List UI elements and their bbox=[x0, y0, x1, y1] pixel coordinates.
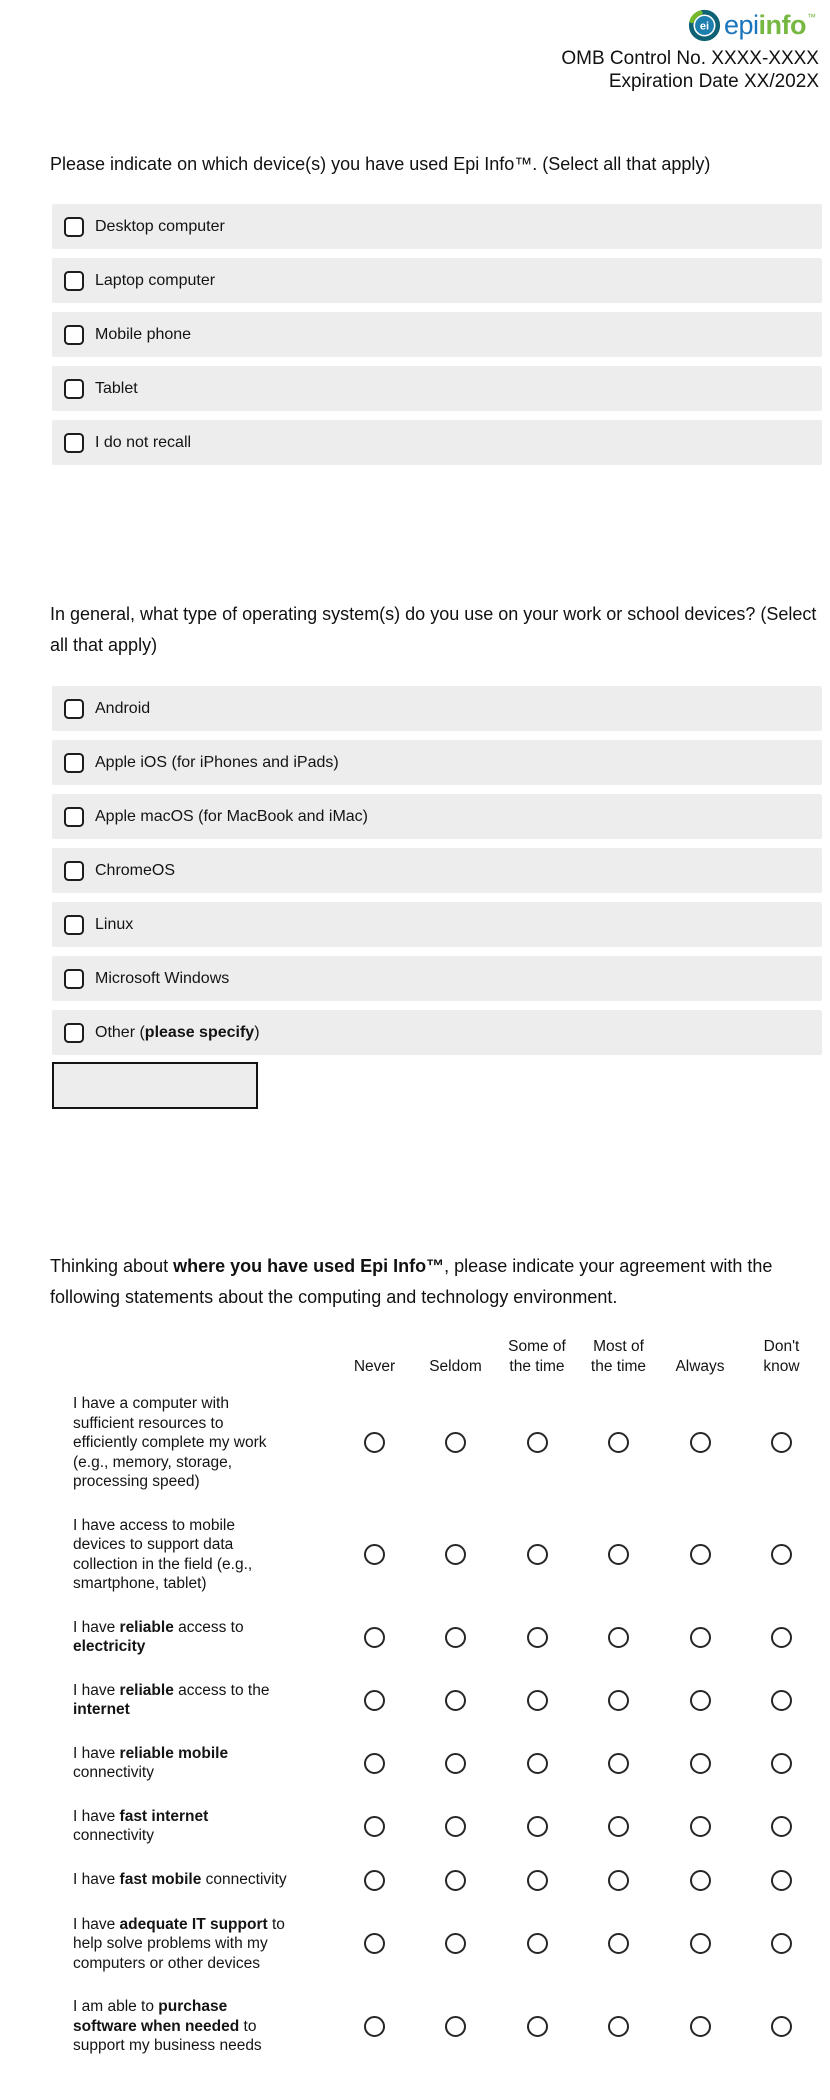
matrix-cell bbox=[334, 1985, 415, 2068]
matrix-row-1 bbox=[50, 1382, 822, 1504]
checkbox-microsoft-windows[interactable] bbox=[64, 969, 84, 989]
option-row-apple-macos-for-macbook-and-imac[interactable] bbox=[52, 794, 822, 839]
matrix-row-3 bbox=[50, 1606, 822, 1669]
agreement-matrix bbox=[50, 1337, 822, 2068]
matrix-cell bbox=[415, 1382, 496, 1504]
matrix-cell bbox=[496, 1606, 578, 1669]
matrix-cell bbox=[741, 1985, 822, 2068]
matrix-cell bbox=[741, 1669, 822, 1732]
radio-some-of-the-time-row5[interactable] bbox=[527, 1753, 548, 1774]
radio-always-row9[interactable] bbox=[690, 2016, 711, 2037]
radio-always-row6[interactable] bbox=[690, 1816, 711, 1837]
logo-ei-text: ei bbox=[699, 20, 710, 33]
statement-i-have-reliable-access-to-the-internet: I have reliable access to the internet bbox=[73, 1681, 270, 1718]
matrix-cell bbox=[659, 1606, 741, 1669]
other-specify-input[interactable] bbox=[52, 1062, 258, 1109]
option-label-apple-ios-for-iphones-and-ipads[interactable]: Apple iOS (for iPhones and iPads) bbox=[95, 753, 339, 771]
radio-some-of-the-time-row4[interactable] bbox=[527, 1690, 548, 1711]
column-header-some-of-the-time: Some of the time bbox=[508, 1338, 566, 1375]
option-row-desktop-computer[interactable] bbox=[52, 204, 822, 249]
option-row-i-do-not-recall[interactable] bbox=[52, 420, 822, 465]
radio-most-of-the-time-row2[interactable] bbox=[608, 1544, 629, 1565]
radio-most-of-the-time-row6[interactable] bbox=[608, 1816, 629, 1837]
column-header-seldom: Seldom bbox=[429, 1357, 482, 1375]
radio-seldom-row3[interactable] bbox=[445, 1627, 466, 1648]
matrix-cell bbox=[741, 1732, 822, 1795]
matrix-cell bbox=[578, 1606, 659, 1669]
matrix-cell bbox=[334, 1732, 415, 1795]
radio-seldom-row6[interactable] bbox=[445, 1816, 466, 1837]
logo-trademark: ™ bbox=[807, 11, 816, 22]
radio-always-row3[interactable] bbox=[690, 1627, 711, 1648]
matrix-cell bbox=[659, 1382, 741, 1504]
matrix-cell bbox=[659, 1732, 741, 1795]
matrix-cell bbox=[334, 1903, 415, 1986]
epi-info-logo-icon bbox=[688, 9, 721, 42]
option-label-microsoft-windows[interactable]: Microsoft Windows bbox=[95, 969, 230, 987]
radio-most-of-the-time-row3[interactable] bbox=[608, 1627, 629, 1648]
matrix-cell bbox=[415, 1732, 496, 1795]
matrix-cell bbox=[334, 1382, 415, 1504]
epi-info-logo bbox=[688, 9, 816, 42]
radio-seldom-row5[interactable] bbox=[445, 1753, 466, 1774]
radio-don-t-know-row1[interactable] bbox=[771, 1432, 792, 1453]
option-row-mobile-phone[interactable] bbox=[52, 312, 822, 357]
checkbox-i-do-not-recall[interactable] bbox=[64, 433, 84, 453]
checkbox-desktop-computer[interactable] bbox=[64, 217, 84, 237]
matrix-cell bbox=[741, 1795, 822, 1858]
radio-always-row7[interactable] bbox=[690, 1870, 711, 1891]
option-label-other-please-specify[interactable]: Other (please specify) bbox=[95, 1023, 260, 1041]
radio-some-of-the-time-row9[interactable] bbox=[527, 2016, 548, 2037]
matrix-cell bbox=[415, 1795, 496, 1858]
radio-never-row8[interactable] bbox=[364, 1933, 385, 1954]
option-row-chromeos[interactable] bbox=[52, 848, 822, 893]
matrix-cell bbox=[415, 1669, 496, 1732]
matrix-cell bbox=[496, 1903, 578, 1986]
radio-most-of-the-time-row9[interactable] bbox=[608, 2016, 629, 2037]
checkbox-apple-ios-for-iphones-and-ipads[interactable] bbox=[64, 753, 84, 773]
checkbox-apple-macos-for-macbook-and-imac[interactable] bbox=[64, 807, 84, 827]
matrix-row-9 bbox=[50, 1985, 822, 2068]
column-header-always: Always bbox=[675, 1357, 725, 1375]
option-label-chromeos[interactable]: ChromeOS bbox=[95, 861, 176, 879]
option-label-tablet[interactable]: Tablet bbox=[95, 379, 138, 397]
matrix-cell bbox=[659, 1795, 741, 1858]
logo-wordmark: epiinfo bbox=[723, 10, 806, 40]
radio-never-row4[interactable] bbox=[364, 1690, 385, 1711]
checkbox-android[interactable] bbox=[64, 699, 84, 719]
matrix-cell bbox=[578, 1382, 659, 1504]
matrix-cell bbox=[415, 1903, 496, 1986]
matrix-cell bbox=[741, 1504, 822, 1606]
matrix-cell bbox=[659, 1903, 741, 1986]
radio-seldom-row8[interactable] bbox=[445, 1933, 466, 1954]
matrix-cell bbox=[659, 1858, 741, 1903]
option-row-apple-ios-for-iphones-and-ipads[interactable] bbox=[52, 740, 822, 785]
omb-expiration-date: Expiration Date XX/202X bbox=[608, 71, 819, 92]
option-label-laptop-computer[interactable]: Laptop computer bbox=[95, 271, 216, 289]
radio-never-row5[interactable] bbox=[364, 1753, 385, 1774]
matrix-cell bbox=[496, 1985, 578, 2068]
radio-never-row7[interactable] bbox=[364, 1870, 385, 1891]
matrix-cell bbox=[496, 1382, 578, 1504]
matrix-row-8 bbox=[50, 1903, 822, 1986]
radio-don-t-know-row2[interactable] bbox=[771, 1544, 792, 1565]
matrix-row-7 bbox=[50, 1858, 822, 1903]
radio-don-t-know-row5[interactable] bbox=[771, 1753, 792, 1774]
option-label-i-do-not-recall[interactable]: I do not recall bbox=[95, 433, 192, 451]
matrix-cell bbox=[415, 1606, 496, 1669]
statement-i-have-fast-mobile-connectivity: I have fast mobile connectivity bbox=[73, 1871, 287, 1889]
matrix-cell bbox=[334, 1606, 415, 1669]
matrix-cell bbox=[578, 1903, 659, 1986]
option-row-tablet[interactable] bbox=[52, 366, 822, 411]
radio-always-row4[interactable] bbox=[690, 1690, 711, 1711]
checkbox-other-please-specify[interactable] bbox=[64, 1023, 84, 1043]
omb-control-text bbox=[561, 47, 819, 93]
radio-always-row5[interactable] bbox=[690, 1753, 711, 1774]
question-1-options bbox=[52, 204, 822, 474]
radio-never-row9[interactable] bbox=[364, 2016, 385, 2037]
radio-some-of-the-time-row6[interactable] bbox=[527, 1816, 548, 1837]
option-row-other-please-specify[interactable] bbox=[52, 1010, 822, 1055]
matrix-cell bbox=[496, 1858, 578, 1903]
question-2-options bbox=[52, 686, 822, 1064]
radio-some-of-the-time-row8[interactable] bbox=[527, 1933, 548, 1954]
matrix-cell bbox=[578, 1669, 659, 1732]
matrix-row-4 bbox=[50, 1669, 822, 1732]
matrix-cell bbox=[578, 1732, 659, 1795]
radio-some-of-the-time-row2[interactable] bbox=[527, 1544, 548, 1565]
radio-never-row1[interactable] bbox=[364, 1432, 385, 1453]
matrix-cell bbox=[578, 1504, 659, 1606]
matrix-cell bbox=[334, 1504, 415, 1606]
radio-don-t-know-row4[interactable] bbox=[771, 1690, 792, 1711]
option-row-android[interactable] bbox=[52, 686, 822, 731]
radio-always-row1[interactable] bbox=[690, 1432, 711, 1453]
radio-most-of-the-time-row4[interactable] bbox=[608, 1690, 629, 1711]
checkbox-laptop-computer[interactable] bbox=[64, 271, 84, 291]
matrix-cell bbox=[578, 1858, 659, 1903]
radio-most-of-the-time-row1[interactable] bbox=[608, 1432, 629, 1453]
radio-some-of-the-time-row1[interactable] bbox=[527, 1432, 548, 1453]
matrix-cell bbox=[496, 1732, 578, 1795]
matrix-cell bbox=[741, 1382, 822, 1504]
statement-i-have-reliable-access-to-electricity: I have reliable access to electricity bbox=[73, 1618, 244, 1655]
option-label-desktop-computer[interactable]: Desktop computer bbox=[95, 217, 225, 235]
radio-seldom-row1[interactable] bbox=[445, 1432, 466, 1453]
question-1-text: Please indicate on which device(s) you have used Epi Info™. (Select all that apply) bbox=[50, 154, 711, 174]
statement-i-have-fast-internet-connectivity: I have fast internet connectivity bbox=[73, 1807, 209, 1844]
radio-always-row2[interactable] bbox=[690, 1544, 711, 1565]
option-label-linux[interactable]: Linux bbox=[95, 915, 134, 933]
radio-don-t-know-row9[interactable] bbox=[771, 2016, 792, 2037]
matrix-cell bbox=[578, 1985, 659, 2068]
checkbox-tablet[interactable] bbox=[64, 379, 84, 399]
statement-i-have-access-to-mobile-devices-to-support-data-collection-in-the-field-e-g-smartphone-tablet: I have access to mobile devices to support data collection in the field (e.g., smartphone, tablet) bbox=[73, 1516, 253, 1592]
radio-most-of-the-time-row7[interactable] bbox=[608, 1870, 629, 1891]
statement-i-have-adequate-it-support-to-help-solve-problems-with-my-computers-or-other-devices: I have adequate IT support to help solve problems with my computers or other devices bbox=[73, 1915, 285, 1972]
matrix-cell bbox=[659, 1669, 741, 1732]
radio-most-of-the-time-row8[interactable] bbox=[608, 1933, 629, 1954]
option-row-linux[interactable] bbox=[52, 902, 822, 947]
matrix-cell bbox=[415, 1504, 496, 1606]
matrix-cell bbox=[415, 1985, 496, 2068]
option-label-apple-macos-for-macbook-and-imac[interactable]: Apple macOS (for MacBook and iMac) bbox=[95, 807, 368, 825]
option-label-mobile-phone[interactable]: Mobile phone bbox=[95, 325, 192, 343]
radio-seldom-row4[interactable] bbox=[445, 1690, 466, 1711]
radio-don-t-know-row6[interactable] bbox=[771, 1816, 792, 1837]
option-row-laptop-computer[interactable] bbox=[52, 258, 822, 303]
radio-some-of-the-time-row7[interactable] bbox=[527, 1870, 548, 1891]
matrix-cell bbox=[741, 1903, 822, 1986]
radio-never-row6[interactable] bbox=[364, 1816, 385, 1837]
radio-most-of-the-time-row5[interactable] bbox=[608, 1753, 629, 1774]
matrix-row-5 bbox=[50, 1732, 822, 1795]
radio-always-row8[interactable] bbox=[690, 1933, 711, 1954]
matrix-corner-cell bbox=[50, 1337, 334, 1382]
matrix-cell bbox=[659, 1504, 741, 1606]
matrix-cell bbox=[334, 1858, 415, 1903]
radio-never-row2[interactable] bbox=[364, 1544, 385, 1565]
statement-i-have-reliable-mobile-connectivity: I have reliable mobile connectivity bbox=[73, 1744, 229, 1781]
column-header-don-t-know: Don't know bbox=[763, 1338, 800, 1375]
matrix-cell bbox=[334, 1669, 415, 1732]
matrix-cell bbox=[578, 1795, 659, 1858]
matrix-cell bbox=[334, 1795, 415, 1858]
question-2-text: In general, what type of operating system(s) do you use on your work or school devices? (Select all that apply) bbox=[50, 604, 817, 655]
radio-seldom-row7[interactable] bbox=[445, 1870, 466, 1891]
option-row-microsoft-windows[interactable] bbox=[52, 956, 822, 1001]
radio-never-row3[interactable] bbox=[364, 1627, 385, 1648]
statement-i-am-able-to-purchase-software-when-needed-to-support-my-business-needs: I am able to purchase software when needed to support my business needs bbox=[73, 1998, 262, 2054]
matrix-cell bbox=[741, 1606, 822, 1669]
statement-i-have-a-computer-with-sufficient-resources-to-efficiently-complete-my-work-e-g-memory-storage-processing-speed: I have a computer with sufficient resources to efficiently complete my work (e.g., memory, storage, processing speed) bbox=[73, 1395, 267, 1490]
option-label-android[interactable]: Android bbox=[95, 699, 151, 717]
radio-seldom-row9[interactable] bbox=[445, 2016, 466, 2037]
radio-don-t-know-row3[interactable] bbox=[771, 1627, 792, 1648]
matrix-cell bbox=[496, 1504, 578, 1606]
omb-control-number: OMB Control No. XXXX-XXXX bbox=[561, 48, 819, 69]
matrix-cell bbox=[659, 1985, 741, 2068]
radio-don-t-know-row7[interactable] bbox=[771, 1870, 792, 1891]
matrix-cell bbox=[496, 1669, 578, 1732]
matrix-row-2 bbox=[50, 1504, 822, 1606]
column-header-never: Never bbox=[353, 1357, 396, 1375]
radio-some-of-the-time-row3[interactable] bbox=[527, 1627, 548, 1648]
radio-don-t-know-row8[interactable] bbox=[771, 1933, 792, 1954]
matrix-cell bbox=[415, 1858, 496, 1903]
question-3-text: Thinking about where you have used Epi Info™, please indicate your agreement with the following statements about the computing and technology environment. bbox=[50, 1256, 773, 1307]
checkbox-mobile-phone[interactable] bbox=[64, 325, 84, 345]
checkbox-chromeos[interactable] bbox=[64, 861, 84, 881]
column-header-most-of-the-time: Most of the time bbox=[590, 1338, 647, 1375]
matrix-cell bbox=[496, 1795, 578, 1858]
matrix-row-6 bbox=[50, 1795, 822, 1858]
checkbox-linux[interactable] bbox=[64, 915, 84, 935]
matrix-cell bbox=[741, 1858, 822, 1903]
radio-seldom-row2[interactable] bbox=[445, 1544, 466, 1565]
